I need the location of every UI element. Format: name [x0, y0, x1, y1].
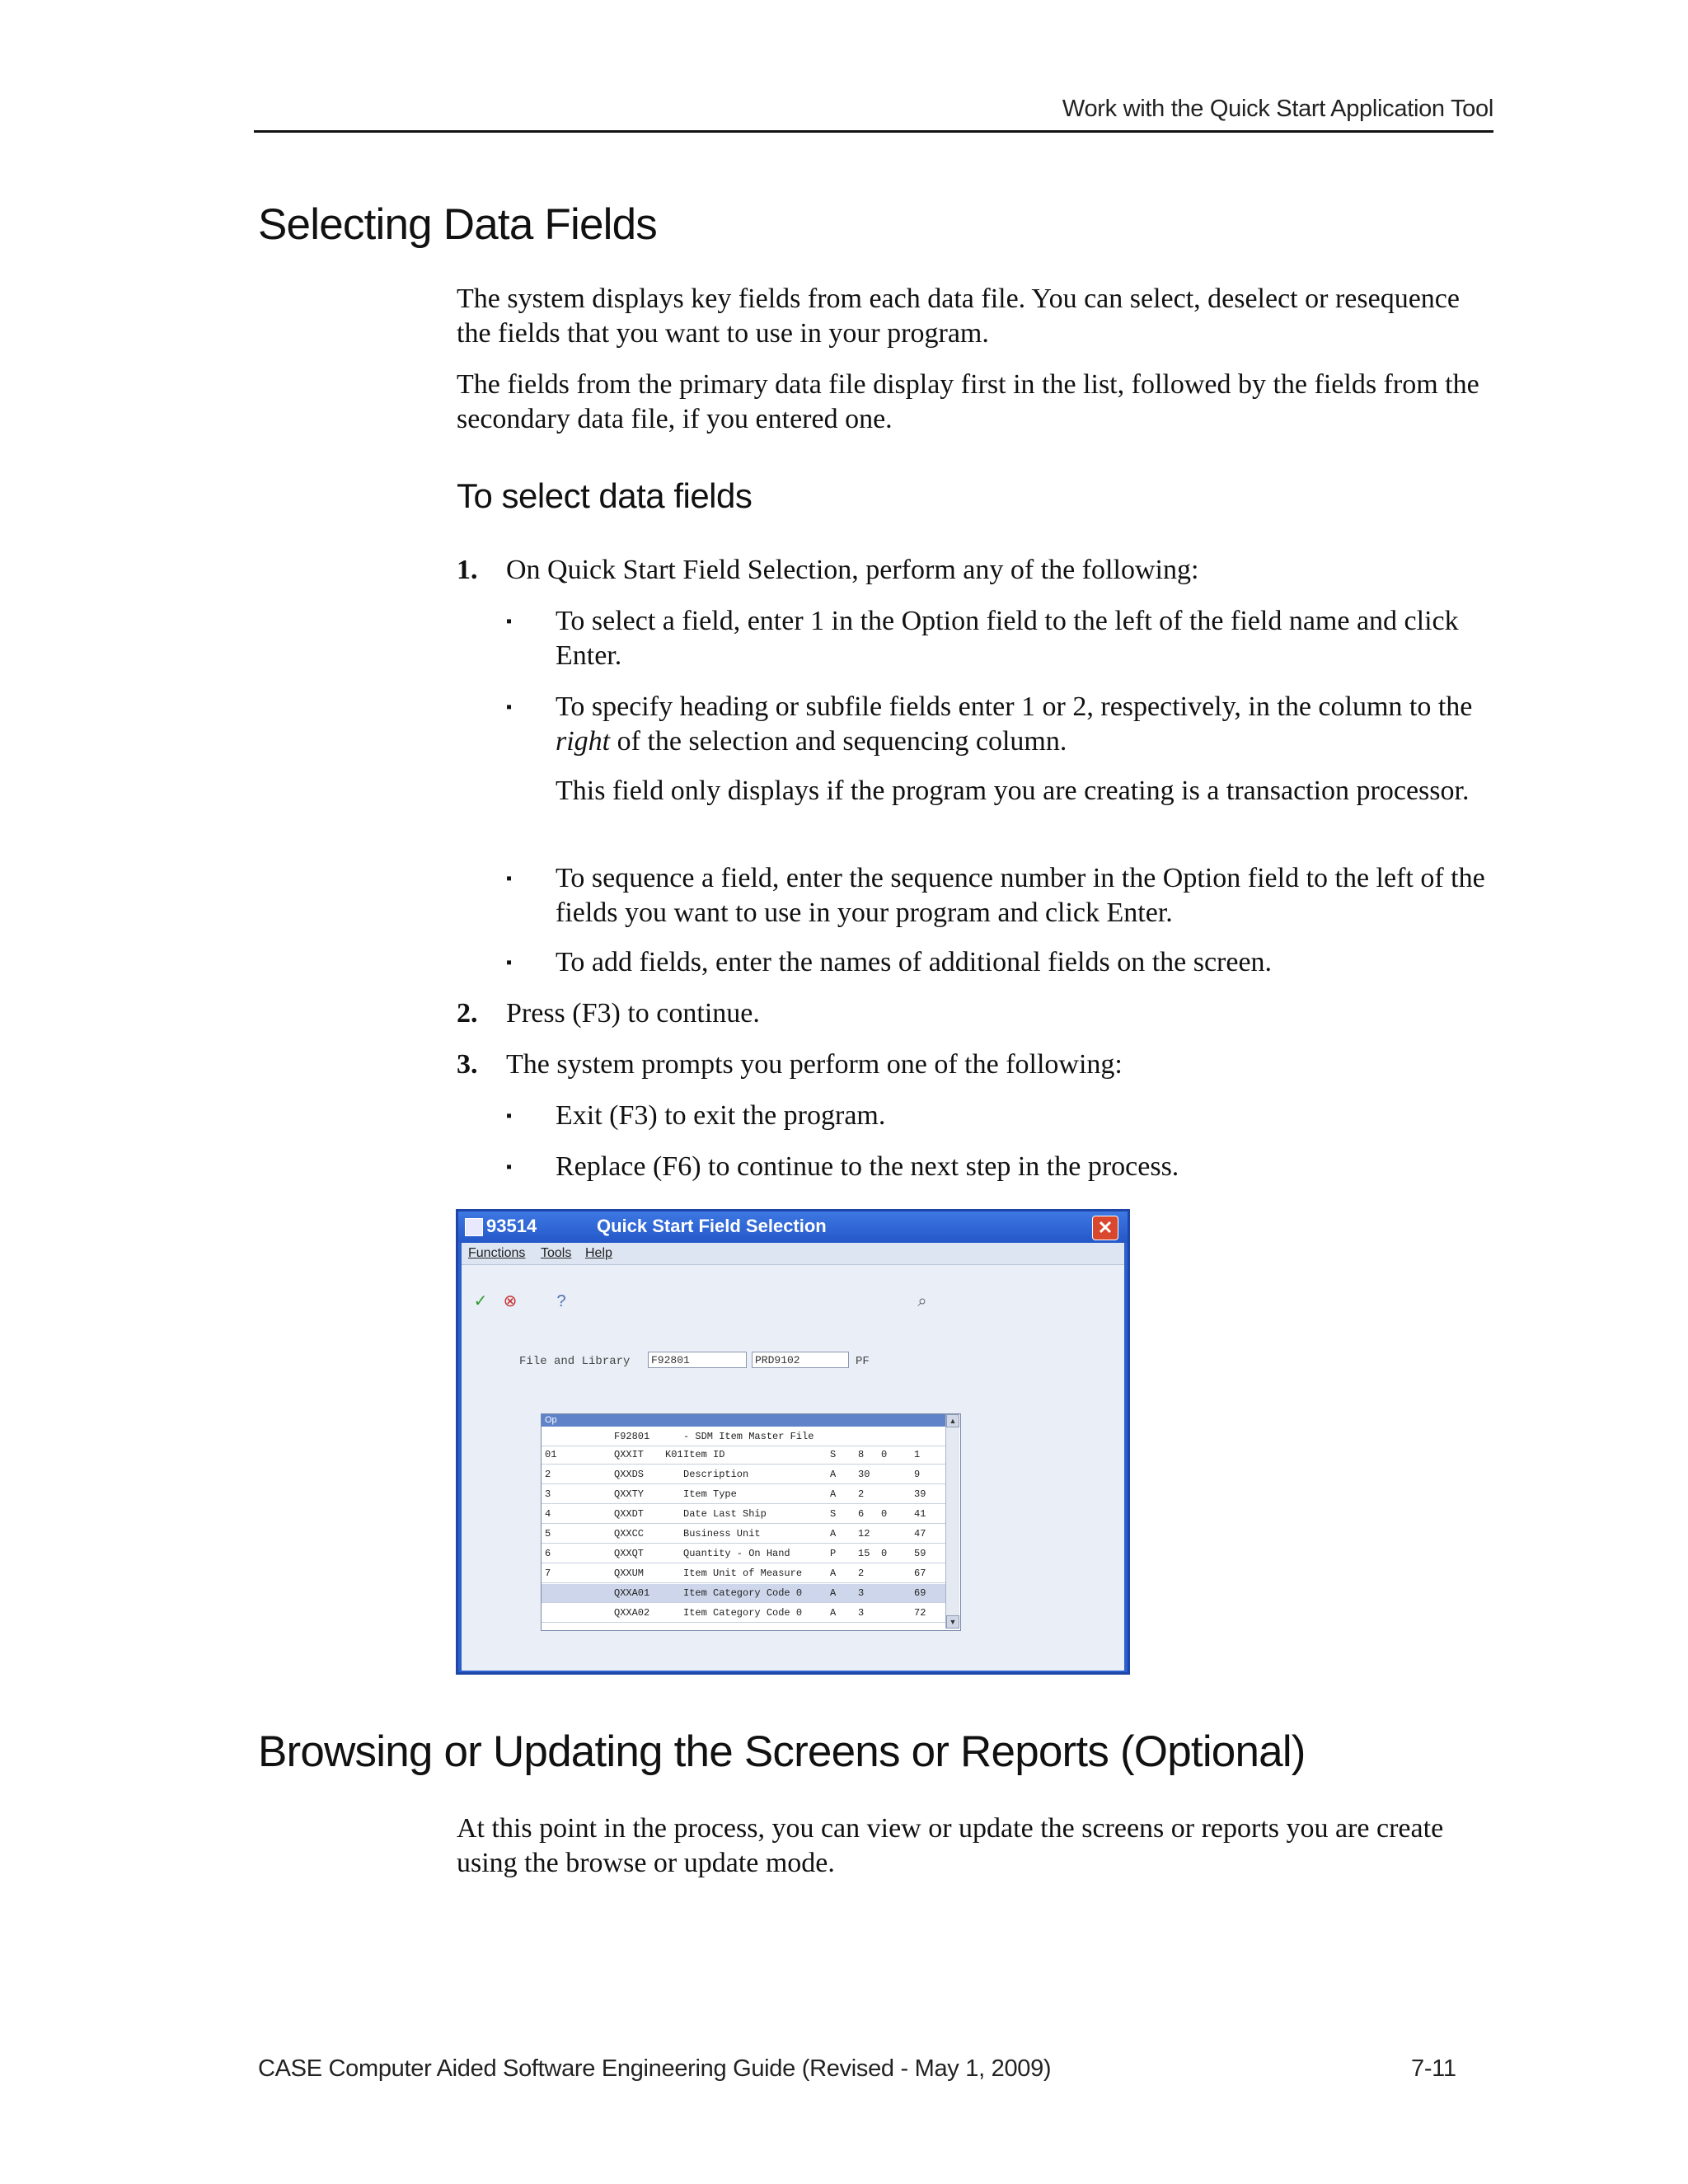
decimal-cell: 0: [881, 1508, 888, 1520]
size-cell: 15: [858, 1548, 870, 1559]
field-name-cell: QXXCC: [614, 1528, 645, 1540]
section-2-paragraph: At this point in the process, you can view or update the screens or reports you are create using the browse or update mode.: [457, 1813, 1444, 1878]
description-cell: Item Category Code 0: [683, 1607, 803, 1619]
file-name: F92801: [614, 1431, 650, 1442]
type-cell: A: [830, 1607, 837, 1619]
table-row: [542, 1564, 945, 1583]
description-cell: Item Category Code 0: [683, 1587, 803, 1599]
type-cell: S: [830, 1508, 837, 1520]
bullet-continuation: [506, 774, 1500, 848]
bullet-text: [556, 690, 1500, 759]
window-title: Quick Start Field Selection: [597, 1216, 827, 1236]
bullet-text-part: of the selection and sequencing column.: [617, 726, 1067, 757]
size-cell: 8: [858, 1449, 865, 1460]
bullet-text: To sequence a field, enter the sequence number in the Option field to the left of the fields you want to use in your program and click Enter.: [556, 863, 1485, 928]
field-name-cell: QXXIT: [614, 1449, 645, 1460]
file-description: - SDM Item Master File: [683, 1431, 814, 1442]
emphasis: right: [556, 726, 611, 757]
description-cell: Description: [683, 1469, 749, 1480]
pf-label: PF: [856, 1355, 870, 1368]
size-cell: 2: [858, 1568, 865, 1579]
grid-scrollbar[interactable]: [945, 1414, 959, 1629]
table-row: [542, 1505, 945, 1524]
position-cell: 67: [914, 1568, 926, 1579]
size-cell: 12: [858, 1528, 870, 1540]
grid-header: Op: [542, 1414, 959, 1427]
option-cell[interactable]: 6: [545, 1548, 551, 1559]
search-icon[interactable]: ⌕: [917, 1292, 927, 1310]
window-client: [462, 1243, 1124, 1671]
bullet-text: To add fields, enter the names of additional fields on the screen.: [556, 947, 1273, 977]
scroll-down-icon[interactable]: ▼: [946, 1615, 959, 1629]
close-button[interactable]: ✕: [1092, 1216, 1118, 1240]
quick-start-window: [456, 1209, 1130, 1675]
description-cell: Business Unit: [683, 1528, 761, 1540]
footer-title: CASE Computer Aided Software Engineering Guide (Revised - May 1, 2009): [258, 2055, 1052, 2082]
bullet-item: [506, 861, 1500, 935]
field-grid: [541, 1413, 961, 1631]
type-cell: A: [830, 1469, 837, 1480]
option-cell[interactable]: 2: [545, 1469, 551, 1480]
position-cell: 72: [914, 1607, 926, 1619]
decimal-cell: 0: [881, 1548, 888, 1559]
intro-paragraph: The system displays key fields from each data file. You can select, deselect or resequence the fields that you want to use in your program.: [457, 284, 1460, 349]
table-row: [542, 1446, 945, 1465]
description-cell: Item Type: [683, 1488, 737, 1500]
table-row: [542, 1544, 945, 1563]
table-row: [542, 1485, 945, 1504]
description-cell: Item ID: [683, 1449, 725, 1460]
section-title: Selecting Data Fields: [258, 200, 658, 249]
position-cell: 1: [914, 1449, 921, 1460]
bullet-mark: ▪: [506, 1107, 513, 1125]
help-icon[interactable]: ?: [556, 1292, 566, 1310]
position-cell: 69: [914, 1587, 926, 1599]
window-titlebar: [458, 1212, 1128, 1243]
field-name-cell: QXXA01: [614, 1587, 650, 1599]
bullet-item: [506, 690, 1500, 764]
bullet-text-part: To specify heading or subfile fields enter 1 or 2, respectively, in the column to the: [556, 691, 1473, 722]
size-cell: 3: [858, 1607, 865, 1619]
description-cell: Date Last Ship: [683, 1508, 767, 1520]
bullet-item: [506, 604, 1500, 678]
menu-functions[interactable]: Functions: [468, 1246, 526, 1260]
check-icon[interactable]: ✓: [473, 1292, 488, 1310]
step-text: On Quick Start Field Selection, perform any of the following:: [506, 555, 1199, 585]
library-input[interactable]: PRD9102: [752, 1352, 849, 1368]
bullet-mark: ▪: [506, 1158, 513, 1176]
table-row: [542, 1525, 945, 1544]
size-cell: 3: [858, 1587, 865, 1599]
bullet-mark: ▪: [506, 954, 513, 972]
file-input[interactable]: F92801: [648, 1352, 747, 1368]
key-cell: K01: [665, 1449, 683, 1460]
scroll-up-icon[interactable]: ▲: [946, 1414, 959, 1427]
intro-paragraph-2: The fields from the primary data file display first in the list, followed by the fields from the secondary data file, if you entered one.: [457, 369, 1479, 434]
menu-tools[interactable]: Tools: [541, 1246, 572, 1260]
field-name-cell: QXXDS: [614, 1469, 645, 1480]
type-cell: A: [830, 1568, 837, 1579]
step-number: 1.: [457, 555, 478, 585]
step-number: 3.: [457, 1049, 478, 1080]
position-cell: 47: [914, 1528, 926, 1540]
step-number: 2.: [457, 998, 478, 1029]
field-name-cell: QXXQT: [614, 1548, 645, 1559]
size-cell: 2: [858, 1488, 865, 1500]
position-cell: 41: [914, 1508, 926, 1520]
bullet-mark: ▪: [506, 869, 513, 888]
bullet-item: [506, 945, 1500, 983]
option-cell[interactable]: 5: [545, 1528, 551, 1540]
file-library-label: File and Library: [519, 1355, 631, 1368]
type-cell: S: [830, 1449, 837, 1460]
field-name-cell: QXXA02: [614, 1607, 650, 1619]
description-cell: Quantity - On Hand: [683, 1548, 790, 1559]
header-rule: [254, 130, 1493, 133]
table-row: [542, 1604, 945, 1623]
bullet-item: [506, 1150, 1500, 1188]
table-row: [542, 1465, 945, 1484]
bullet-note: This field only displays if the program you are creating is a transaction processor.: [556, 776, 1470, 806]
menu-bar: [462, 1243, 1124, 1265]
window-id: 93514: [486, 1216, 537, 1236]
app-icon: [465, 1218, 483, 1236]
description-cell: Item Unit of Measure: [683, 1568, 803, 1579]
bullet-text: To select a field, enter 1 in the Option field to the left of the field name and click Enter.: [556, 606, 1459, 671]
type-cell: A: [830, 1587, 837, 1599]
bullet-text: Replace (F6) to continue to the next step in the process.: [556, 1151, 1179, 1182]
option-cell[interactable]: 01: [545, 1449, 557, 1460]
bullet-text: Exit (F3) to exit the program.: [556, 1100, 886, 1131]
bullet-item: [506, 1099, 1500, 1137]
option-cell[interactable]: 3: [545, 1488, 551, 1500]
size-cell: 6: [858, 1508, 865, 1520]
position-cell: 59: [914, 1548, 926, 1559]
option-cell[interactable]: 7: [545, 1568, 551, 1579]
section-title-2: Browsing or Updating the Screens or Reports (Optional): [258, 1727, 1306, 1776]
field-name-cell: QXXTY: [614, 1488, 645, 1500]
type-cell: P: [830, 1548, 837, 1559]
subsection-title: To select data fields: [457, 476, 753, 515]
decimal-cell: 0: [881, 1449, 888, 1460]
step-text: The system prompts you perform one of the following:: [506, 1049, 1123, 1080]
page-number: 7-11: [1411, 2055, 1456, 2082]
size-cell: 30: [858, 1469, 870, 1480]
grid-file-row: [542, 1427, 945, 1446]
running-head: Work with the Quick Start Application Tool: [1062, 96, 1493, 122]
field-name-cell: QXXDT: [614, 1508, 645, 1520]
cancel-icon[interactable]: ⊗: [503, 1292, 518, 1310]
menu-help[interactable]: Help: [585, 1246, 612, 1260]
type-cell: A: [830, 1488, 837, 1500]
bullet-mark: ▪: [506, 612, 513, 630]
table-row: [542, 1584, 945, 1603]
type-cell: A: [830, 1528, 837, 1540]
position-cell: 9: [914, 1469, 921, 1480]
bullet-mark: ▪: [506, 698, 513, 716]
field-name-cell: QXXUM: [614, 1568, 645, 1579]
option-cell[interactable]: 4: [545, 1508, 551, 1520]
position-cell: 39: [914, 1488, 926, 1500]
step-text: Press (F3) to continue.: [506, 998, 760, 1029]
